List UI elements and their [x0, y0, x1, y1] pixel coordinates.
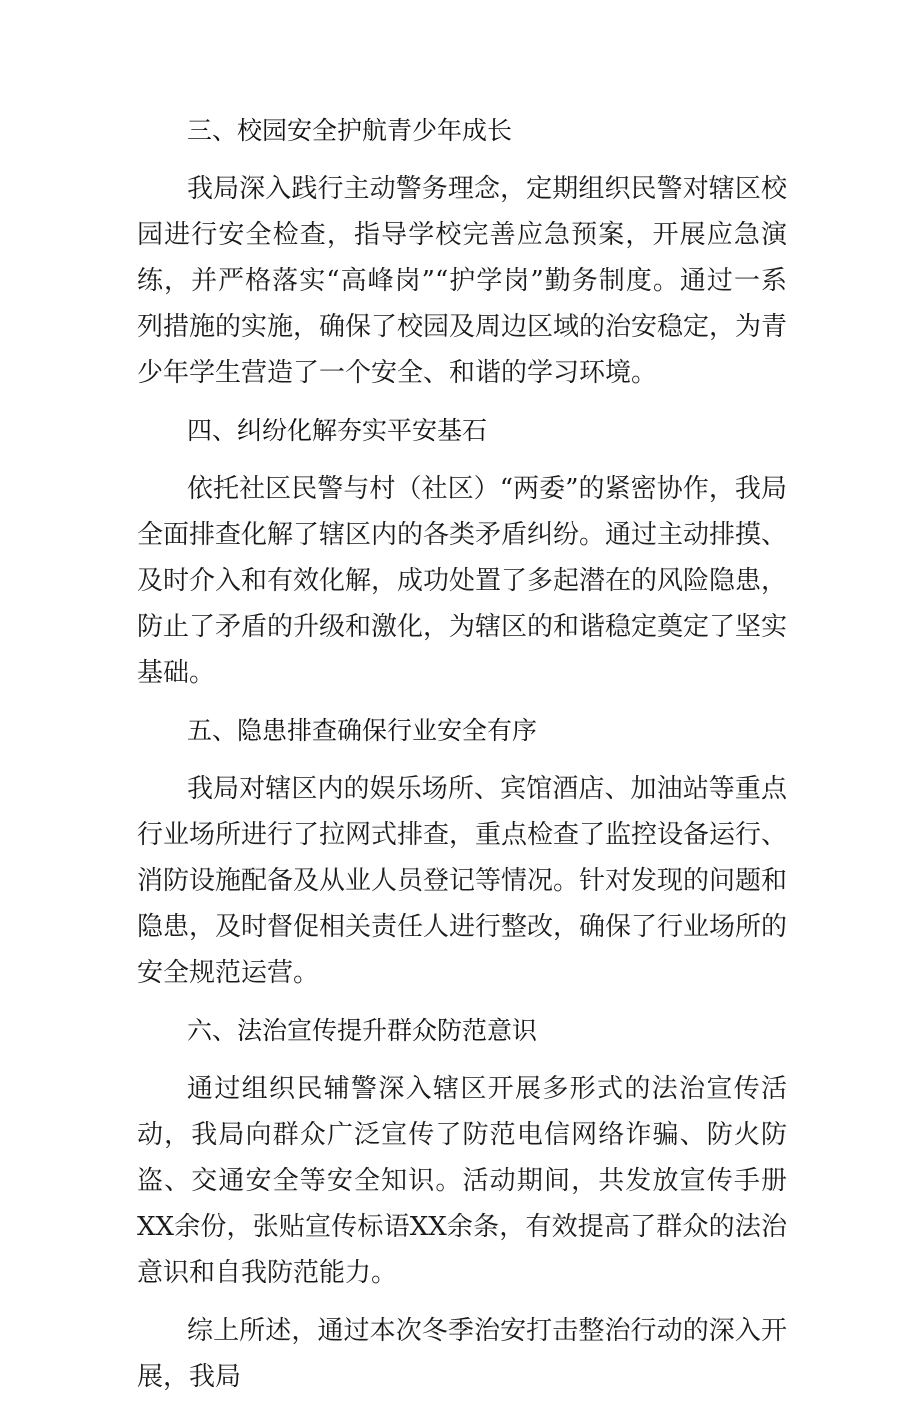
section-heading: 六、法治宣传提升群众防范意识 [187, 1016, 538, 1045]
document-body [137, 108, 787, 1412]
section-paragraph: 我局深入践行主动警务理念，定期组织民警对辖区校园进行安全检查，指导学校完善应急预案，开展应急演练，并严格落实“高峰岗”“护学岗”勤务制度。通过一系列措施的实施，确保了校园及周边区域的治安稳定，为青少年学生营造了一个安全、和谐的学习环境。 [137, 174, 788, 388]
section-dispute-resolution [137, 408, 787, 696]
section-paragraph: 依托社区民警与村（社区）“两委”的紧密协作，我局全面排查化解了辖区内的各类矛盾纠纷。通过主动排摸、及时介入和有效化解，成功处置了多起潜在的风险隐患，防止了矛盾的升级和激化，为辖区的和谐稳定奠定了坚实基础。 [137, 474, 788, 688]
section-paragraph: 我局对辖区内的娱乐场所、宾馆酒店、加油站等重点行业场所进行了拉网式排查，重点检查了监控设备运行、消防设施配备及从业人员登记等情况。针对发现的问题和隐患，及时督促相关责任人进行整改，确保了行业场所的安全规范运营。 [137, 774, 788, 988]
section-heading: 五、隐患排查确保行业安全有序 [187, 716, 538, 745]
section-heading: 三、校园安全护航青少年成长 [187, 116, 513, 145]
section-paragraph: 通过组织民辅警深入辖区开展多形式的法治宣传活动，我局向群众广泛宣传了防范电信网络诈骗、防火防盗、交通安全等安全知识。活动期间，共发放宣传手册XX余份，张贴宣传标语XX余条，有效提高了群众的法治意识和自我防范能力。 [137, 1074, 787, 1288]
closing-paragraph: 综上所述，通过本次冬季治安打击整治行动的深入开展，我局 [137, 1316, 787, 1392]
section-campus-safety [137, 108, 787, 396]
section-heading: 四、纠纷化解夯实平安基石 [187, 416, 488, 445]
section-legal-publicity [137, 1008, 787, 1296]
section-hazard-inspection [137, 708, 787, 996]
